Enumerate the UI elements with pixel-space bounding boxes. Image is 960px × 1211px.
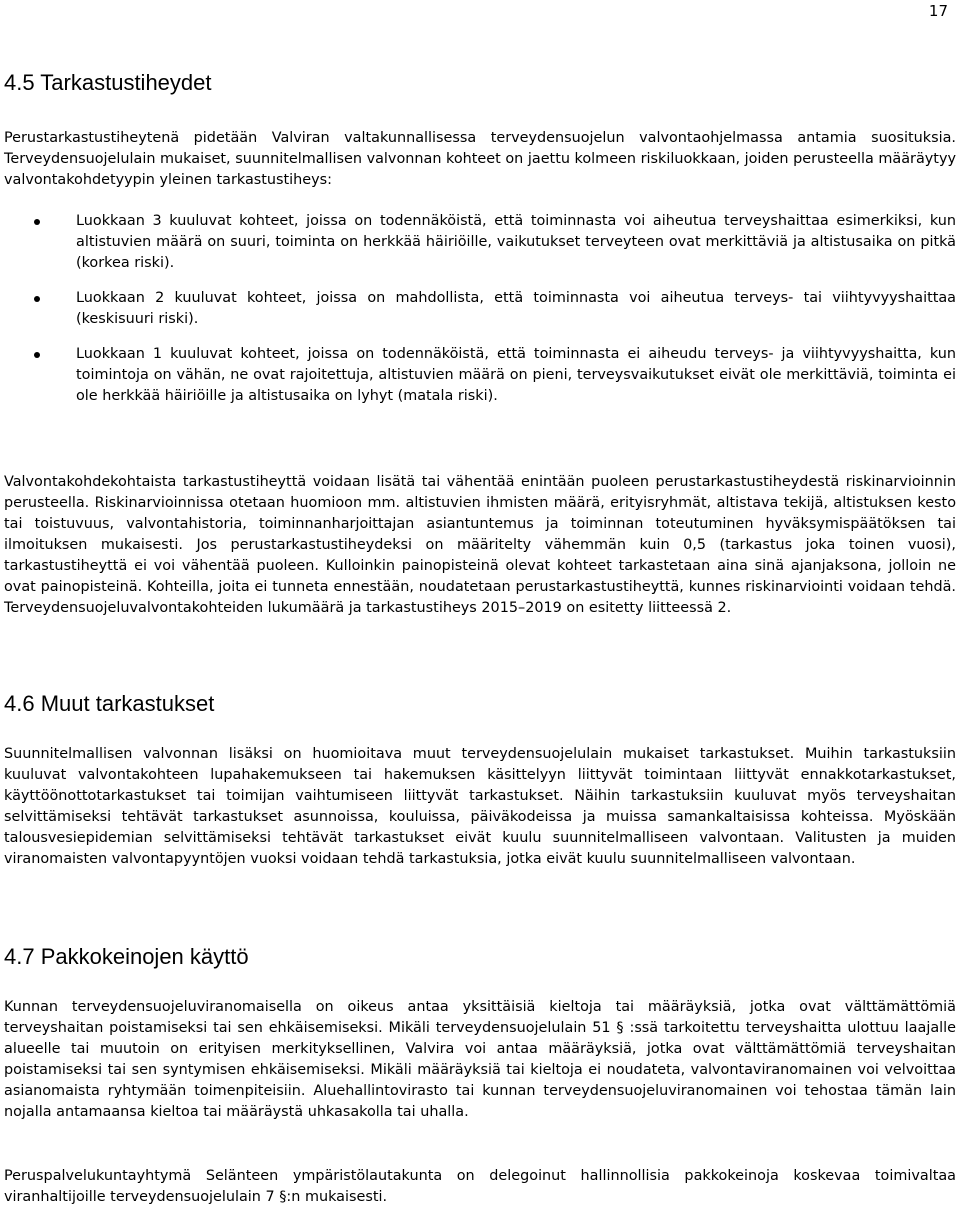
risk-class-2-item: Luokkaan 2 kuuluvat kohteet, joissa on mahdollista, että toiminnasta voi aiheutua terveys- tai viihtyvyyshaittaa (keskisuuri riski). — [4, 288, 956, 330]
section-4-5-body-block — [4, 472, 956, 619]
section-4-5-intro: Perustarkastustiheytenä pidetään Valviran valtakunnallisessa terveydensuojelun valvontaohjelmassa antamia suosituksia. Terveydensuojelulain mukaiset, suunnitelmallisen valvonnan kohteet on jaettu kolmeen riskiluokkaan, joiden perusteella määräytyy valvontakohdetyypin yleinen tarkastustiheys: — [4, 130, 956, 188]
section-heading-4-6: 4.6 Muut tarkastukset — [4, 691, 215, 716]
section-4-7-body2-block — [4, 1166, 956, 1208]
risk-class-list-block — [4, 211, 956, 407]
risk-class-1-item: Luokkaan 1 kuuluvat kohteet, joissa on todennäköistä, että toiminnasta ei aiheudu terveys- ja viihtyvyyshaitta, kun toimintoja on vähän, ne ovat rajoitettuja, altistuvien määrä on pieni, terveysvaikutukset eivät ole merkittäviä, toiminta ei ole herkkää häiriöille ja altistusaika on lyhyt (matala riski). — [4, 344, 956, 407]
section-4-7-body-1: Kunnan terveydensuojeluviranomaisella on oikeus antaa yksittäisiä kieltoja tai määräyksiä, jotka ovat välttämättömiä terveyshaitan poistamiseksi tai sen ehkäisemiseksi. Mikäli terveydensuojelulain 51 § :ssä tarkoitettu terveyshaitta ulottuu laajalle alueelle tai muutoin on erityisen merkityksellinen, Valvira voi antaa määräyksiä, jotka ovat välttämättömiä terveyshaitan poistamiseksi tai sen syntymisen ehkäisemiseksi. Mikäli määräyksiä tai kieltoja ei noudateta, valvontaviranomainen voi velvoittaa asianomaista ryhtymään toimenpiteisiin. Aluehallintovirasto tai kunnan terveydensuojeluviranomainen voi tehostaa tämän lain nojalla antamaansa kieltoa tai määräystä uhkasakolla tai uhalla. — [4, 999, 956, 1120]
section-4-6-body-block — [4, 744, 956, 870]
section-4-5-body: Valvontakohdekohtaista tarkastustiheyttä voidaan lisätä tai vähentää enintään puoleen perustarkastustiheydestä riskinarvioinnin perusteella. Riskinarvioinnissa otetaan huomioon mm. altistuvien ihmisten määrä, erityisryhmät, altistava tekijä, altistuksen kesto tai toistuvuus, valvontahistoria, toiminnanharjoittajan asiantuntemus ja toiminnan toteutuminen hyväksymispäätöksen tai ilmoituksen mukaisesti. Jos perustarkastustiheydeksi on määritelty vähemmän kuin 0,5 (tarkastus joka toinen vuosi), tarkastustiheyttä ei voi vähentää puoleen. Kulloinkin painopisteinä olevat kohteet tarkastetaan aina sinä ajanjaksona, jolloin ne ovat painopisteinä. Kohteilla, joita ei tunneta ennestään, noudatetaan perustarkastustiheyttä, kunnes riskinarviointi voidaan tehdä. Terveydensuojeluvalvontakohteiden lukumäärä ja tarkastustiheys 2015–2019 on esitetty liitteessä 2. — [4, 474, 956, 616]
risk-class-3-item: Luokkaan 3 kuuluvat kohteet, joissa on todennäköistä, että toiminnasta voi aiheutua terveyshaittaa esimerkiksi, kun altistuvien määrä on suuri, toiminta on herkkää häiriöille, vaikutukset terveyteen ovat merkittäviä ja altistusaika on pitkä (korkea riski). — [4, 211, 956, 274]
section-heading-4-7: 4.7 Pakkokeinojen käyttö — [4, 944, 249, 969]
section-4-7-body-2: Peruspalvelukuntayhtymä Selänteen ympäristölautakunta on delegoinut hallinnollisia pakkokeinoja koskevaa toimivaltaa viranhaltijoille terveydensuojelulain 7 §:n mukaisesti. — [4, 1168, 956, 1205]
section-4-6-body: Suunnitelmallisen valvonnan lisäksi on huomioitava muut terveydensuojelulain mukaiset tarkastukset. Muihin tarkastuksiin kuuluvat valvontakohteen lupahakemukseen tai hakemuksen käsittelyyn liittyvät toimintaan liittyvät ennakkotarkastukset, käyttöönottotarkastukset tai toimijan vaihtumiseen liittyvät tarkastukset. Näihin tarkastuksiin kuuluvat myös terveyshaitan selvittämiseksi tehtävät tarkastukset asunnoissa, kouluissa, päiväkodeissa ja muissa samankaltaisissa kohteissa. Myöskään talousvesiepidemian selvittämiseksi tehtävät tarkastukset eivät kuulu suunnitelmalliseen valvontaan. Valitusten ja muiden viranomaisten valvontapyyntöjen vuoksi voidaan tehdä tarkastuksia, jotka eivät kuulu suunnitelmalliseen valvontaan. — [4, 746, 956, 867]
risk-class-list — [4, 211, 956, 407]
section-heading-4-5: 4.5 Tarkastustiheydet — [4, 70, 212, 95]
page-number: 17 — [928, 2, 948, 20]
section-4-5-intro-block — [4, 128, 956, 191]
section-4-7-body1-block — [4, 997, 956, 1123]
